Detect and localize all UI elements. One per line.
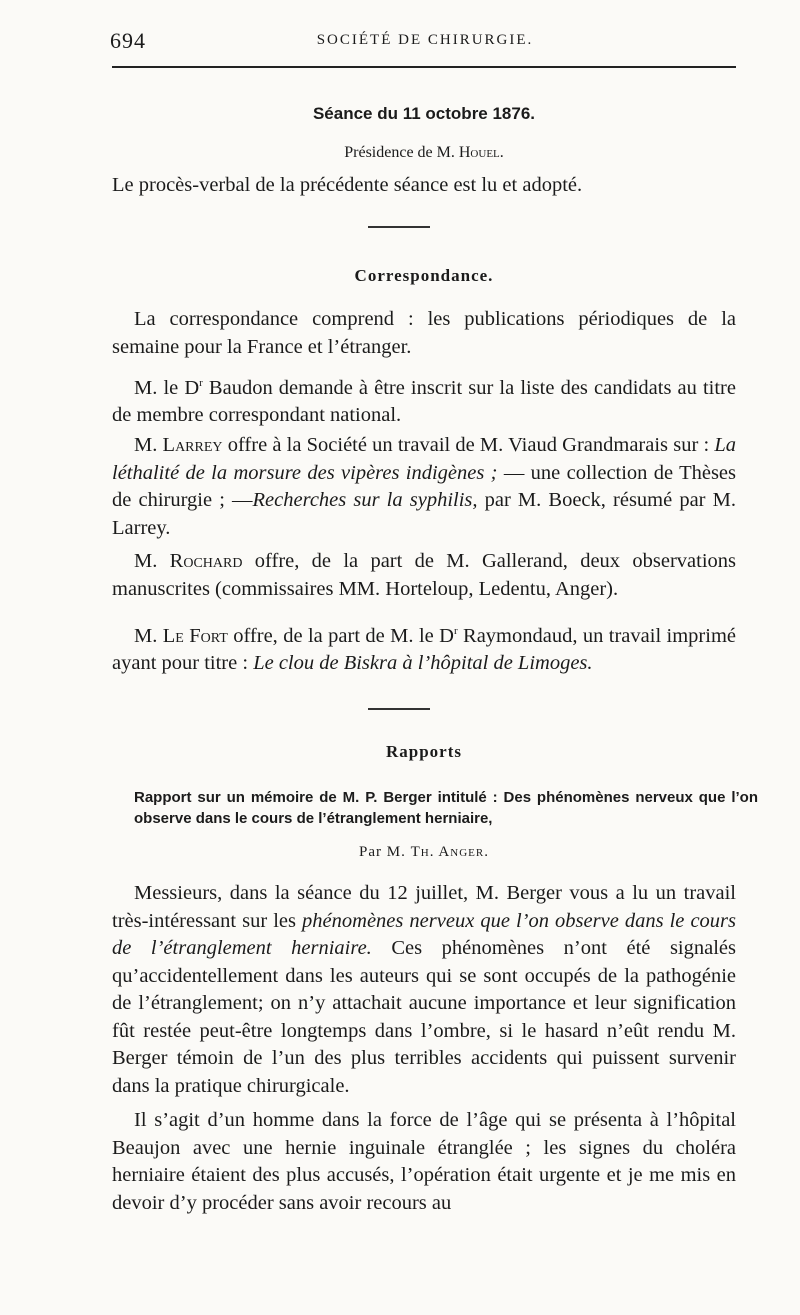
larrey-name: Larrey [162,434,223,456]
page-number: 694 [110,28,146,53]
proces-verbal: Le procès-verbal de la précédente séance est lu et adopté. [112,174,583,196]
running-title: SOCIÉTÉ DE CHIRURGIE. [316,32,534,48]
presidence-line: Présidence de M. Houel. [344,144,504,161]
work-title-biskra: Le clou de Biskra à l’hôpital de Limoges. [253,652,593,675]
rochard-name: Rochard [169,550,243,572]
section-rule [368,708,430,710]
rapport-title: Rapport sur un mémoire de M. P. Berger intitulé : Des phénomènes nerveux que l’on observe dans le cours de l’étranglement herniaire, [134,789,758,827]
work-title-syphilis: Recherches sur la syphilis, [252,489,478,511]
rapport-paragraph-1: Messieurs, dans la séance du 12 juillet, M. Berger vous a lu un travail très-intéressant sur les phénomènes nerveux que l’on observe dans le cours de l’étranglement herniaire. Ces phénomènes n’ont été signalés qu’accidentellement dans les auteurs qui se sont occupés de la pathogénie de l’étranglement; on n’y attachait aucune importance et leur signification fût restée peut-être longtemps dans l’ombre, si le hasard n’eût rendu M. Berger témoin de l’un des plus terribles accidents qui puissent survenir dans la pratique chirurgicale. [112,882,736,1097]
work-title-vipers: La léthalité de la morsure des vipères indigènes ; [112,434,736,484]
correspondance-paragraph-3: M. Larrey offre à la Société un travail de M. Viaud Grandmarais sur : La léthalité de la morsure des vipères indigènes ; — une collection de Thèses de chirurgie ; —Recherches sur la syphilis, par M. Boeck, résumé par M. Larrey. [112,434,736,539]
running-header [110,28,740,52]
memoire-title: phénomènes nerveux que l’on observe dans le cours de l’étranglement herniaire. [112,909,736,959]
author-name: Th. Anger [410,844,485,860]
section-rule [368,226,430,228]
correspondance-paragraph-2: M. le $D^r$ Baudon demande à être inscrit sur la liste des candidats au titre de membre correspondant national. [112,376,736,427]
seance-title: Séance du 11 octobre 1876. [312,104,536,123]
president-name: Houel [458,144,500,161]
le-fort-name: Le Fort [162,624,228,647]
correspondance-paragraph-4: M. Rochard offre, de la part de M. Gallerand, deux observations manuscrites (commissaires MM. Horteloup, Ledentu, Anger). [112,550,736,600]
header-rule [112,66,736,68]
correspondance-heading: Correspondance. [354,266,494,285]
rapport-author: Par M. Th. Anger. [359,844,489,860]
rapport-paragraph-2: Il s’agit d’un homme dans la force de l’âge qui se présenta à l’hôpital Beaujon avec une hernie inguinale étranglée ; les signes du choléra herniaire étaient des plus accusés, l’opération était urgente et je me mis en devoir d’y procéder sans avoir recours au [112,1109,736,1214]
correspondance-paragraph-5: M. Le Fort offre, de la part de M. le $D^r$ Raymondaud, un travail imprimé ayant pour titre : Le clou de Biskra à l’hôpital de Limoges. [112,624,737,675]
correspondance-paragraph-1: La correspondance comprend : les publications périodiques de la semaine pour la France et l’étranger. [112,308,736,358]
rapports-heading: Rapports [385,742,462,761]
